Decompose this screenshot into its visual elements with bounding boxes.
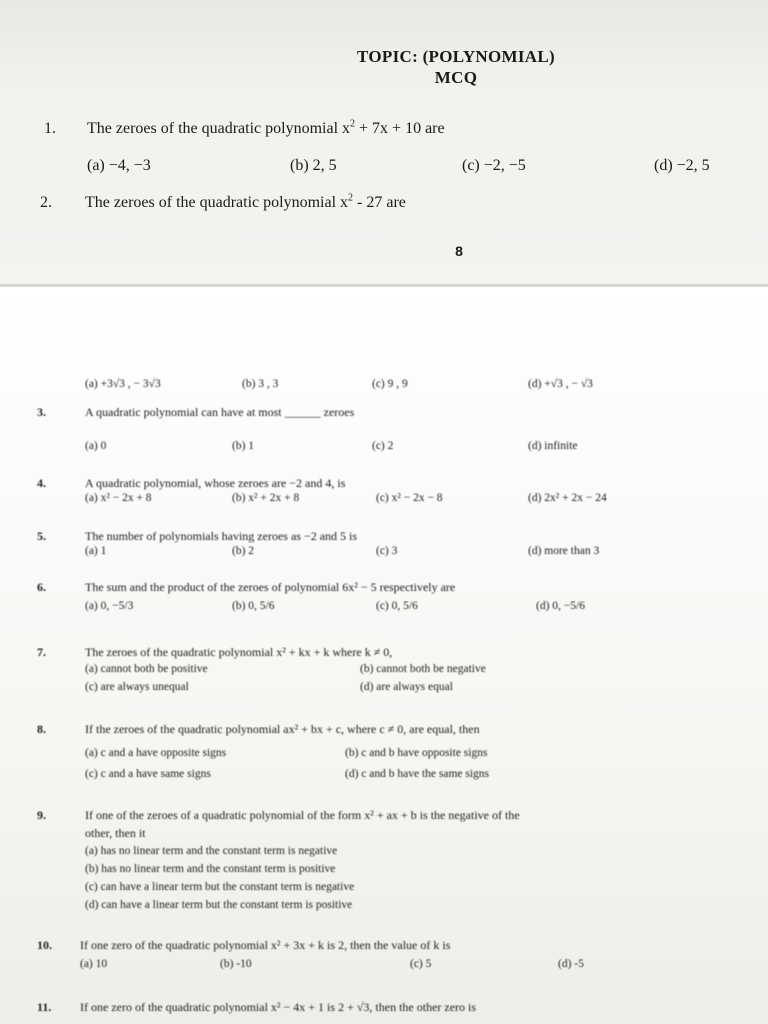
question-text: If one zero of the quadratic polynomial x² + 3x + k is 2, then the value of k is: [80, 938, 451, 952]
option-d: (d) 2x² + 2x − 24: [528, 492, 607, 504]
option-c: (c) can have a linear term but the constant term is negative: [85, 881, 355, 893]
option-b: (b) cannot both be negative: [360, 663, 486, 675]
page-seam: [0, 284, 768, 287]
question-text: The zeroes of the quadratic polynomial $x^2 + 7x + 10$ are: [87, 118, 445, 137]
option-a: (a) 0: [85, 440, 107, 452]
option-b: (b) 1: [232, 440, 255, 452]
option-a: (a) 0, −5/3: [85, 600, 134, 612]
option-a: (a) 1: [85, 545, 107, 557]
question-number: 3.: [37, 405, 46, 419]
option-c: (c) 2: [372, 440, 394, 452]
question-text-continued: other, then it: [85, 826, 146, 840]
question-number: 11.: [37, 1000, 52, 1014]
option-b: (b) 3 , 3: [242, 378, 279, 390]
option-d: (d) -5: [558, 958, 584, 970]
question-text: The zeroes of the quadratic polynomial x² + kx + k where k ≠ 0,: [85, 645, 393, 659]
topic-title: TOPIC: (POLYNOMIAL): [357, 47, 555, 66]
option-b: (b) c and b have opposite signs: [345, 747, 488, 759]
question-number: 7.: [37, 645, 46, 659]
option-c: (c) −2, −5: [462, 157, 526, 174]
mcq-subtitle: MCQ: [434, 68, 478, 87]
option-b: (b) has no linear term and the constant term is positive: [85, 863, 336, 875]
option-d: (d) more than 3: [528, 545, 600, 557]
question-number: 2.: [40, 194, 52, 211]
option-c: (c) c and a have same signs: [85, 768, 211, 780]
question-number: 8.: [37, 722, 46, 736]
option-c: (c) x² − 2x − 8: [376, 492, 443, 504]
question-text: A quadratic polynomial can have at most ______ zeroes: [85, 405, 355, 419]
question-text: If one zero of the quadratic polynomial x² − 4x + 1 is 2 + √3, then the other zero is: [80, 1000, 477, 1014]
question-text: The sum and the product of the zeroes of polynomial 6x² − 5 respectively are: [85, 580, 456, 594]
option-b: (b) 2: [232, 545, 255, 557]
question-number: 9.: [37, 808, 46, 822]
page-number: 8: [455, 243, 463, 259]
question-text: If the zeroes of the quadratic polynomial ax² + bx + c, where c ≠ 0, are equal, then: [85, 722, 480, 736]
option-d: (d) +√3 , − √3: [528, 378, 593, 390]
question-text: The zeroes of the quadratic polynomial $x^2 - 27$ are: [85, 192, 406, 211]
option-c: (c) 3: [376, 545, 398, 557]
question-text: If one of the zeroes of a quadratic polynomial of the form x² + ax + b is the negative of the: [85, 808, 520, 822]
question-number: 5.: [37, 529, 46, 543]
option-a: (a) has no linear term and the constant term is negative: [85, 845, 338, 857]
option-a: (a) 10: [80, 958, 108, 970]
option-b: (b) x² + 2x + 8: [232, 492, 300, 504]
option-d: (d) can have a linear term but the constant term is positive: [85, 899, 353, 911]
option-d: (d) c and b have the same signs: [345, 768, 490, 780]
option-c: (c) 5: [410, 958, 432, 970]
option-d: (d) are always equal: [360, 681, 453, 693]
question-number: 4.: [37, 476, 46, 490]
question-text: A quadratic polynomial, whose zeroes are −2 and 4, is: [85, 476, 346, 490]
option-c: (c) 0, 5/6: [376, 600, 418, 612]
option-c: (c) 9 , 9: [372, 378, 408, 390]
option-d: (d) −2, 5: [654, 157, 710, 174]
question-number: 10.: [37, 938, 52, 952]
question-number: 6.: [37, 580, 46, 594]
option-b: (b) 0, 5/6: [232, 600, 275, 612]
option-c: (c) are always unequal: [85, 681, 189, 693]
question-number: 1.: [44, 120, 56, 137]
option-d: (d) infinite: [528, 440, 578, 452]
option-a: (a) −4, −3: [87, 157, 151, 174]
option-b: (b) -10: [220, 958, 252, 970]
option-a: (a) cannot both be positive: [85, 663, 208, 675]
question-text: The number of polynomials having zeroes as −2 and 5 is: [85, 529, 358, 543]
option-d: (d) 0, −5/6: [536, 600, 585, 612]
option-b: (b) 2, 5: [290, 157, 337, 174]
option-a: (a) +3√3 , − 3√3: [85, 378, 161, 390]
option-a: (a) c and a have opposite signs: [85, 747, 227, 759]
option-a: (a) x² − 2x + 8: [85, 492, 152, 504]
